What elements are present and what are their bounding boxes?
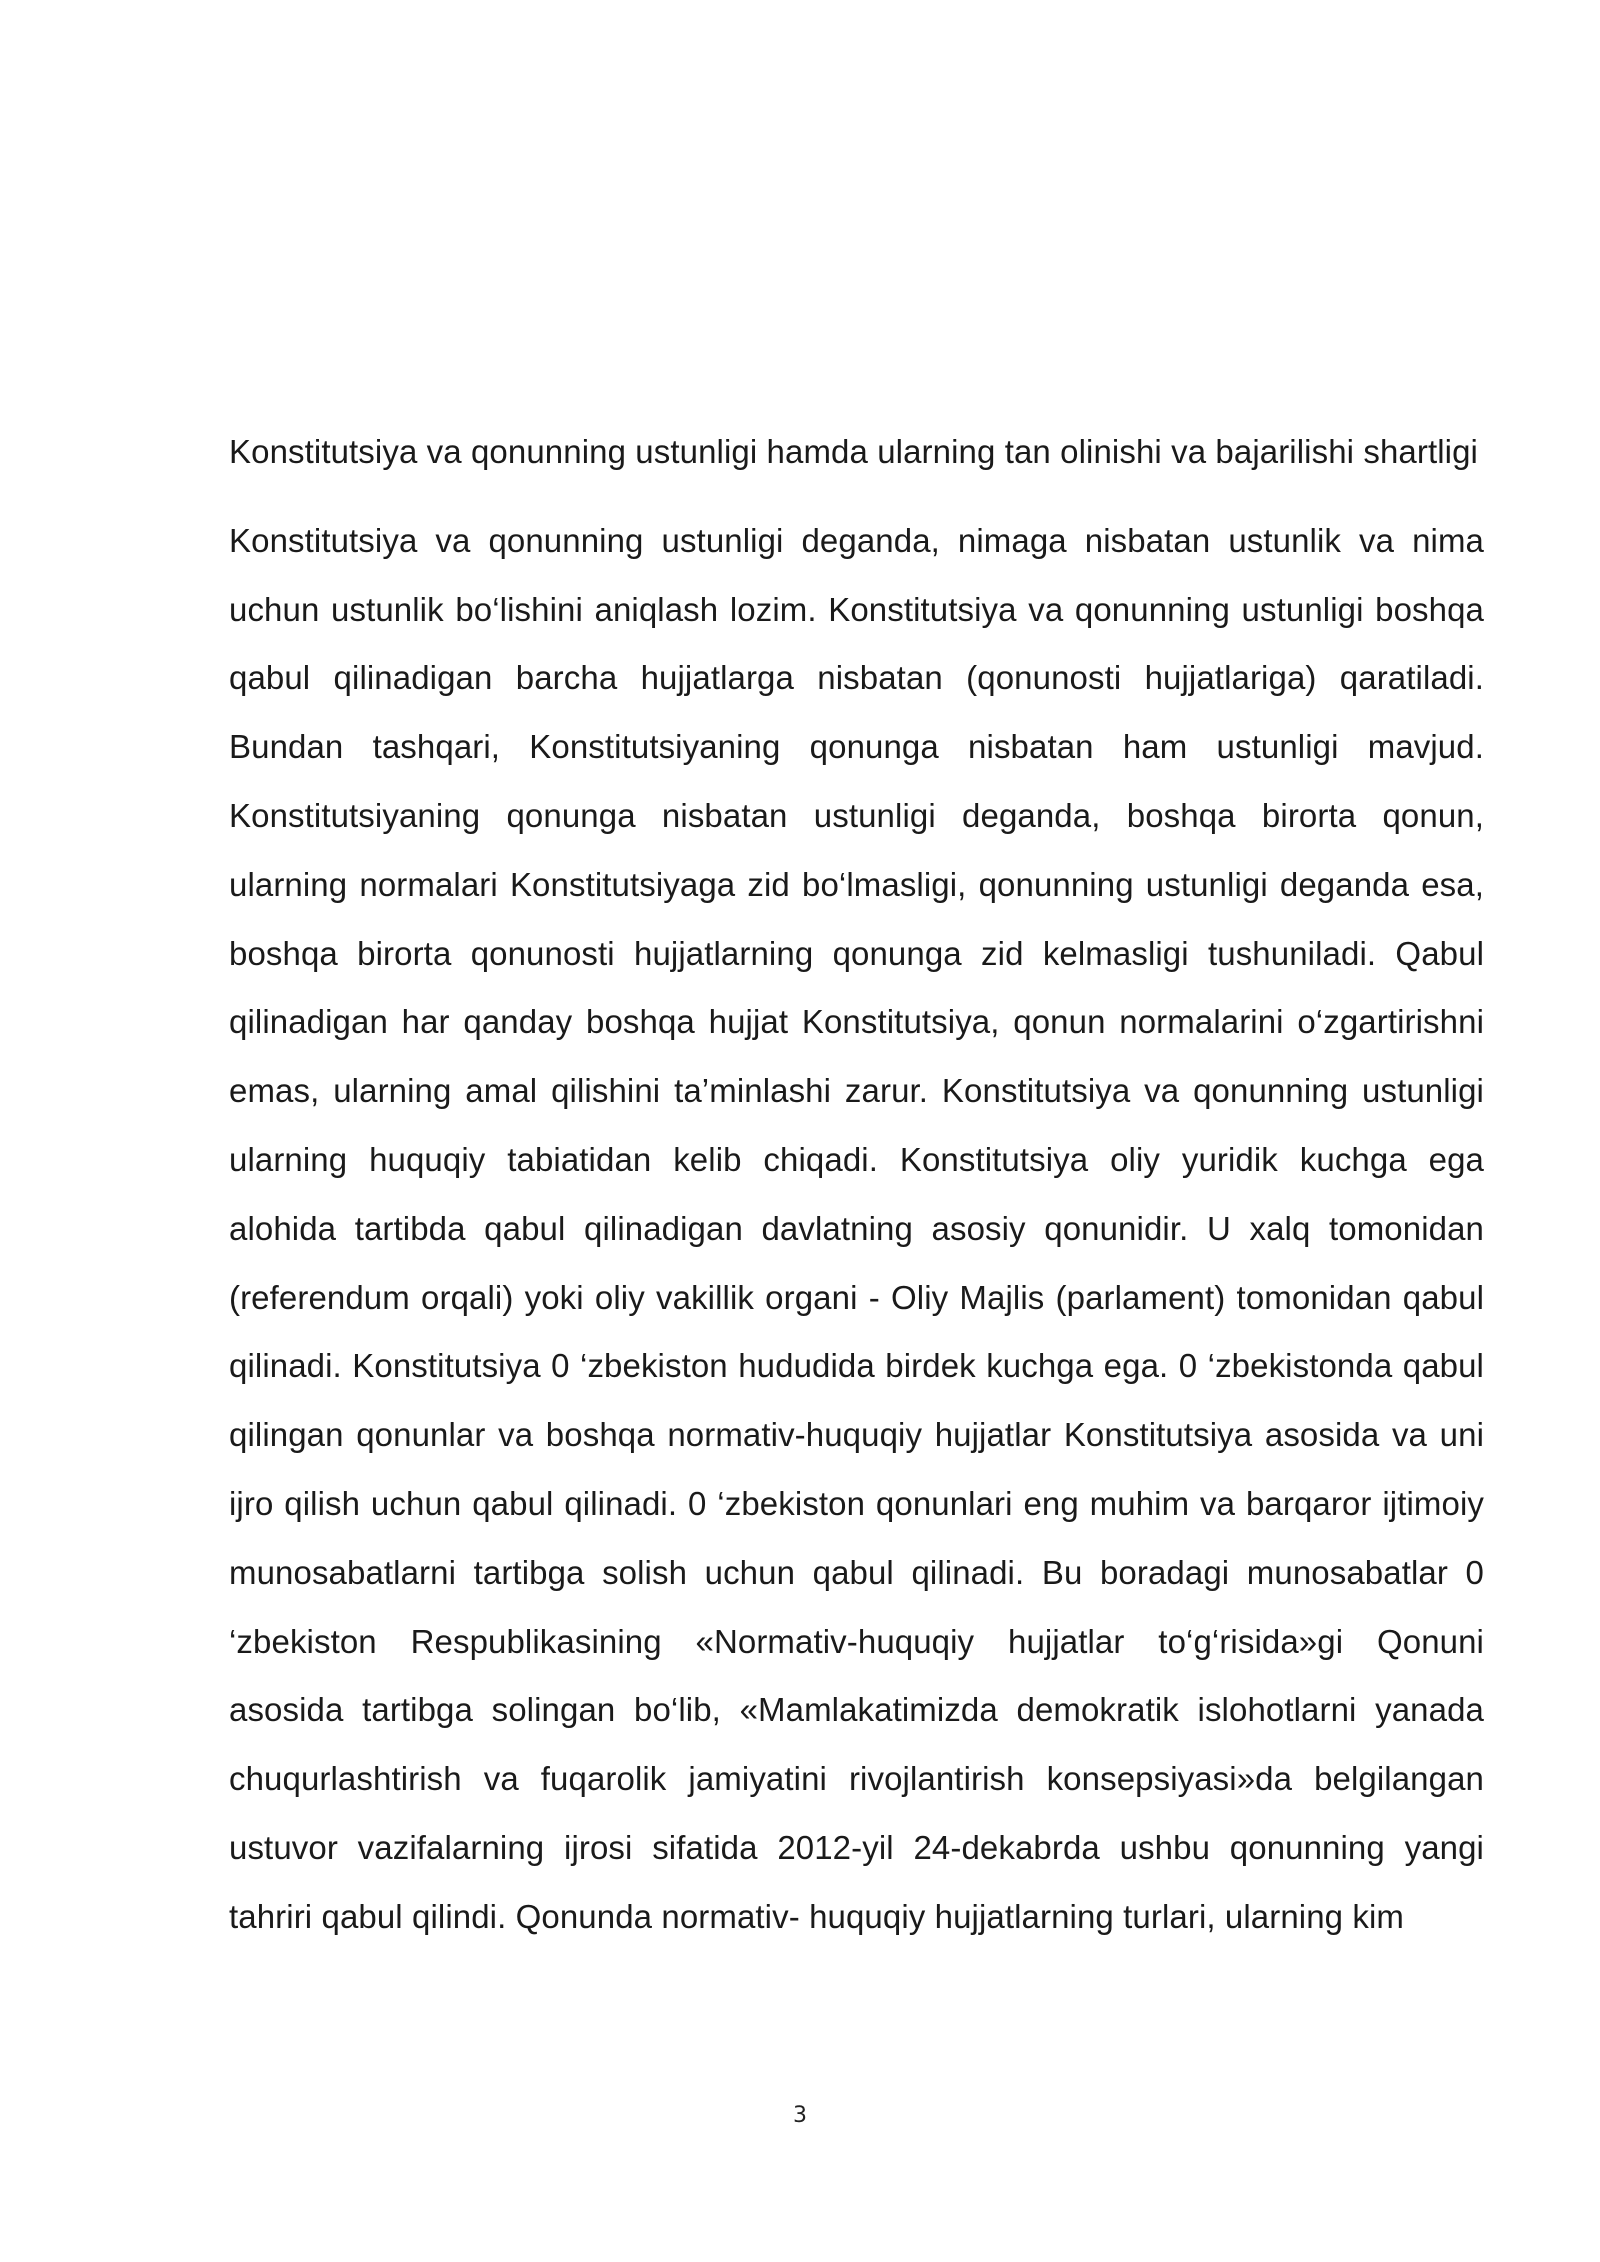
page-content (229, 418, 1484, 1952)
section-heading: Konstitutsiya va qonunning ustunligi hamda ularning tan olinishi va bajarilishi shartligi (229, 433, 1478, 470)
body-paragraph: Konstitutsiya va qonunning ustunligi deganda, nimaga nisbatan ustunlik va nima uchun ustunlik bo‘lishini aniqlash lozim. Konstitutsiya va qonunning ustunligi boshqa qabul qilinadigan barcha hujjatlarga nisbatan (qonunosti hujjatlariga) qaratiladi. Bundan tashqari, Konstitutsiyaning qonunga nisbatan ham ustunligi mavjud. Konstitutsiyaning qonunga nisbatan ustunligi deganda, boshqa birorta qonun, ularning normalari Konstitutsiyaga zid bo‘lmasligi, qonunning ustunligi deganda esa, boshqa birorta qonunosti hujjatlarning qonunga zid kelmasligi tushuniladi. Qabul qilinadigan har qanday boshqa hujjat Konstitutsiya, qonun normalarini o‘zgartirishni emas, ularning amal qilishini ta’minlashi zarur. Konstitutsiya va qonunning ustunligi ularning huquqiy tabiatidan kelib chiqadi. Konstitutsiya oliy yuridik kuchga ega alohida tartibda qabul qilinadigan davlatning asosiy qonunidir. U xalq tomonidan (referendum orqali) yoki oliy vakillik organi - Oliy Majlis (parlament) tomonidan qabul qilinadi. Konstitutsiya 0 ‘zbekiston hududida birdek kuchga ega. 0 ‘zbekistonda qabul qilingan qonunlar va boshqa normativ-huquqiy hujjatlar Konstitutsiya asosida va uni ijro qilish uchun qabul qilinadi. 0 ‘zbekiston qonunlari eng muhim va barqaror ijtimoiy munosabatlarni tartibga solish uchun qabul qilinadi. Bu boradagi munosabatlar 0 ‘zbekiston Respublikasining «Normativ-huquqiy hujjatlar to‘g‘risida»gi Qonuni asosida tartibga solingan bo‘lib, «Mamlakatimizda demokratik islohotlarni yanada chuqurlashtirish va fuqarolik jamiyatini rivojlantirish konsepsiyasi»da belgilangan ustuvor vazifalarning ijrosi sifatida 2012-yil 24-dekabrda ushbu qonunning yangi tahriri qabul qilindi. Qonunda normativ- huquqiy hujjatlarning turlari, ularning kim (229, 521, 1484, 1935)
page-number: 3 (793, 2103, 807, 2128)
